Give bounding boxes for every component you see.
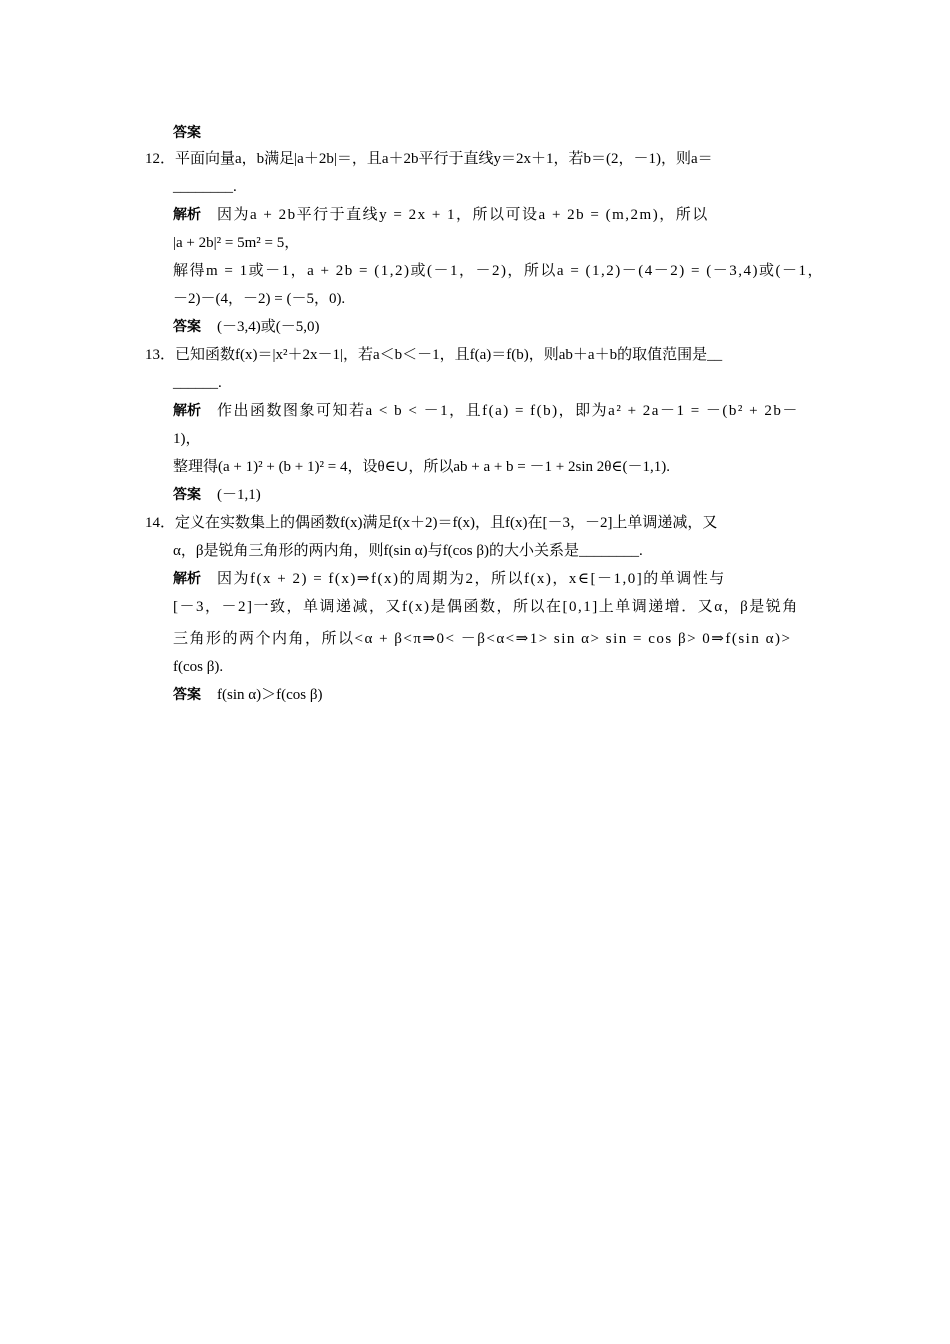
q12-analysis-line3: 解得m = 1或－1，a + 2b = (1,2)或(－1，－2)，所以a = (1,2)－(4－2) = (－3,4)或(－1， [173, 263, 824, 279]
answer-label: 答案 [173, 687, 201, 703]
answer-heading: 答案 [173, 125, 201, 141]
q13-analysis-line3: 整理得(a + 1)² + (b + 1)² = 4，设θ∈∪，所以ab + a + b = －1 + 2sin 2θ∈(－1,1). [173, 459, 671, 475]
q12-stem-line1: 12．平面向量a，b满足|a＋2b|＝，且a＋2b平行于直线y＝2x＋1，若b＝(2，－1)，则a＝ [145, 151, 713, 167]
q13-analysis-line2: 1)， [173, 431, 201, 447]
q12-stem-line2: ________. [173, 179, 237, 195]
q13-answer: 答案 (－1,1) [173, 487, 261, 503]
q14-analysis-line2: [－3，－2]一致，单调递减，又f(x)是偶函数，所以在[0,1]上单调递增．又α，β是锐角 [173, 599, 799, 615]
q13-stem-line2: ______. [173, 375, 222, 391]
q13-analysis-line1: 解析 作出函数图象可知若a < b < －1，且f(a) = f(b)，即为a² + 2a－1 = －(b² + 2b－ [173, 403, 799, 419]
answer-label: 答案 [173, 487, 201, 503]
q12-answer: 答案 (－3,4)或(－5,0) [173, 319, 320, 335]
analysis-label: 解析 [173, 403, 201, 419]
q12-analysis-line2: |a + 2b|² = 5m² = 5， [173, 235, 300, 251]
q14-answer: 答案 f(sin α)＞f(cos β) [173, 687, 323, 703]
q13-stem-line1: 13．已知函数f(x)＝|x²＋2x－1|，若a＜b＜－1，且f(a)＝f(b)，则ab＋a＋b的取值范围是__ [145, 347, 723, 363]
q14-stem-line2: α，β是锐角三角形的两内角，则f(sin α)与f(cos β)的大小关系是________. [173, 543, 643, 559]
q12-analysis-line1: 解析 因为a + 2b平行于直线y = 2x + 1，所以可设a + 2b = (m,2m)，所以 [173, 207, 709, 223]
analysis-label: 解析 [173, 207, 201, 223]
q14-stem-line1: 14．定义在实数集上的偶函数f(x)满足f(x＋2)＝f(x)，且f(x)在[－3，－2]上单调递减，又 [145, 515, 718, 531]
q12-analysis-line4: －2)－(4，－2) = (－5，0). [173, 291, 346, 307]
answer-label: 答案 [173, 319, 201, 335]
analysis-label: 解析 [173, 571, 201, 587]
q14-analysis-line1: 解析 因为f(x + 2) = f(x)⇒f(x)的周期为2，所以f(x)，x∈[－1,0]的单调性与 [173, 571, 726, 587]
q14-analysis-line3: 三角形的两个内角，所以<α + β<π⇒0< －β<α<⇒1> sin α> sin = cos β> 0⇒f(sin α)> [173, 631, 792, 647]
q14-analysis-line4: f(cos β). [173, 659, 224, 675]
